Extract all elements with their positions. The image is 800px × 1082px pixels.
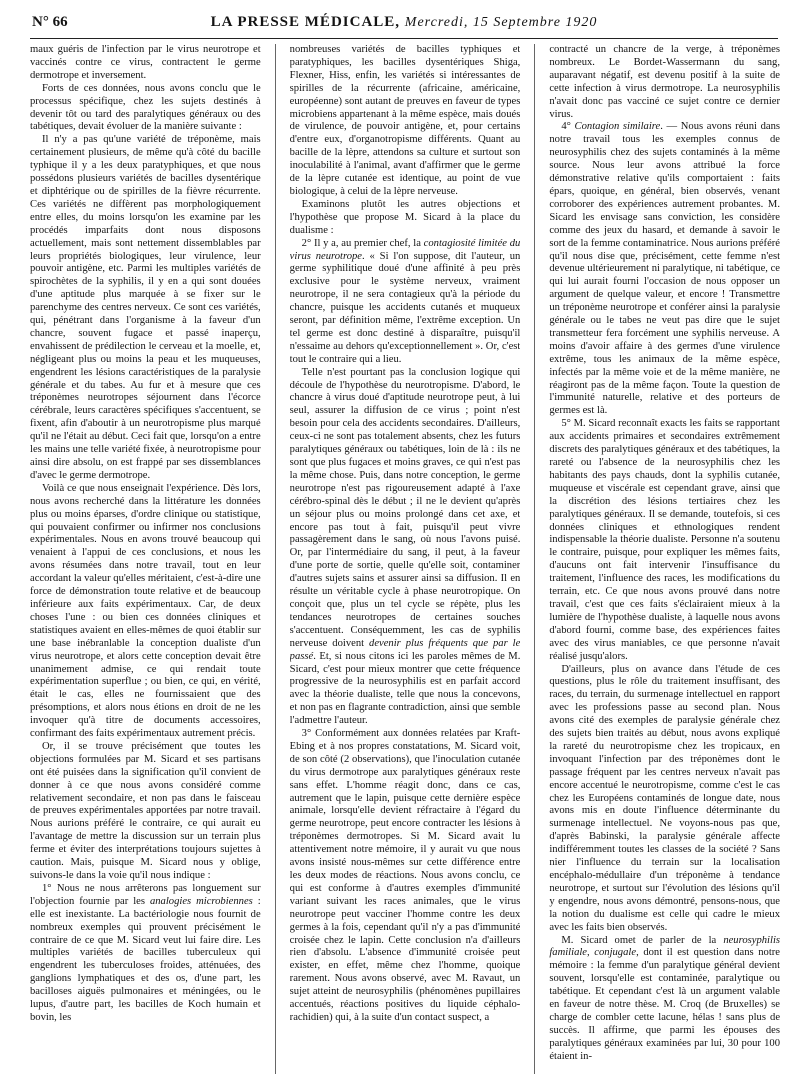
paragraph-text: nombreuses variétés de bacilles typhiques et paratyphiques, les bacilles dysentériques Shiga, Flexner, Hiss, enfin, les variétés si intéressantes de spirilles de la récurrente (africaine, américaine, européenne) sont autant de preuves en faveur de types microbiens appartenant à la même espèce, mais doués de virulence, de pouvoir antigène, et, pour certains d'entre eux, d'organotropisme différents. Quant au bacille de la lèpre, attendons sa culture et surtout son inoculabilité à l'animal, avant d'affirmer que le germe de la lèpre cutanée est identique, au point de vue biologique, à celui de la lèpre nerveuse.: [289, 44, 521, 197]
paragraph-text: 5° M. Sicard reconnaît exacts les faits se rapportant aux accidents primaires et secondaires extrêmement discrets des paralytiques généraux et des tabétiques, la rareté ou l'absence de la neurosyphilis chez les habitants des pays chauds, dont la syphilis cutanée, muqueuse et viscérale est cependant grave, ainsi que la discrétion des lésions tertiaires chez les paralytiques généraux. Il se demande, toutefois, si ces données cliniques et ethnologiques rendent indispensable la théorie dualiste. Personne n'a soutenu le contraire, puisque, pour expliquer les mêmes faits, d'aucuns ont fait intervenir l'insuffisance du traitement, l'influence des races, les modifications du terrain, etc. Ce que nous avons prouvé dans notre travail, c'est que ces faits s'éclairaient mieux à la lumière de l'hypothèse dualiste, à laquelle nous avons d'abord fourni, comme base, des expériences faites avec des virus maniables, ce que personne n'avait réalisé jusqu'alors.: [549, 418, 781, 662]
paragraph: [30, 741, 261, 883]
paragraph: [30, 44, 261, 83]
emphasis-text: analogies microbiennes: [149, 895, 253, 907]
paragraph: [549, 418, 780, 663]
emphasis-text: devenir plus fréquents que par le passé: [289, 637, 521, 662]
paragraph-text: Examinons plutôt les autres objections et l'hypothèse que propose M. Sicard à la place du dualisme :: [289, 198, 521, 236]
paragraph-text: . « Si l'on suppose, dit l'auteur, un germe syphilitique doué d'une affinité à peu près exclusive pour le système nerveux, vraiment neurotrope, il ne sera contagieux qu'à la période du chancre, puisque les accidents cutanés et muqueux seront, par définition même, l'extrême exception. Un tel germe est donc destiné à disparaître, puisqu'il n'essaime au dehors qu'exceptionnellement ». Or, c'est tout le contraire qui a lieu.: [289, 250, 521, 365]
paragraph-text: Voilà ce que nous enseignait l'expérience. Dès lors, nous avons recherché dans la littérature les données plus ou moins éparses, d'ordre clinique ou statistique, qui pouvaient confirmer ou infirmer nos conclusions expérimentales. Nous en avons trouvé beaucoup qui venaient à l'appui de ces conclusions, et nous les avons résumées dans notre travail, tout en leur accordant la valeur qu'elles méritaient, c'est-à-dire une force de démonstration toute relative et de beaucoup inférieure aux faits expérimentaux. Car, de deux choses l'une : ou bien ces données cliniques et statistiques avaient en elles-mêmes de quoi établir sur une base inébranlable la conception dualiste d'un virus neurotrope, et alors cette conception devait être unanimement admise, ce qui rendait toute expérimentation superflue ; ou bien, ce qui, en vérité, était le cas, elles ne fournissaient que des présomptions, et alors nous étions en droit de ne les invoquer qu'à titre de documents accessoires, confirmant des faits expérimentaux autrement précis.: [30, 482, 261, 740]
paragraph-text: Or, il se trouve précisément que toutes les objections formulées par M. Sicard et ses partisans ont été puisées dans la signification qu'il convient de donner à ce que nous avons considéré comme relativement secondaire, et non pas dans le faisceau de preuves expérimentales apportées par notre travail. Nous aurions préféré le contraire, ce qui aurait eu l'avantage de mettre la discussion sur un terrain plus ferme et éviter des interprétations toujours sujettes à caution. Mais, puisque M. Sicard nous y oblige, suivons-le dans la voie qu'il nous indique :: [30, 740, 261, 881]
paragraph: [549, 121, 780, 418]
paragraph: [290, 44, 521, 199]
column-middle: [290, 44, 521, 1074]
paragraph-text: 4°: [561, 121, 575, 133]
paragraph-text: 2° Il y a, au premier chef, la: [301, 237, 424, 249]
column-rule: [534, 44, 535, 1074]
column-right: [549, 44, 780, 1074]
paragraph-text: . Et, si nous citons ici les paroles mêmes de M. Sicard, c'est pour mieux montrer que cette fréquence progressive de la neurosyphilis est en parfait accord avec la théorie dualiste, telle que nous la concevons, et non pas en flagrante contradiction, ainsi que semble l'admettre l'auteur.: [289, 650, 521, 727]
column-left: [30, 44, 261, 1074]
paragraph: [30, 883, 261, 1025]
paragraph-text: . — Nous avons réuni dans notre travail tous les exemples connus de neurosyphilis chez des sujets contaminés à la même source. Nous leur avons attribué la force démonstrative relative qu'ils comportaient : faits épars, quoique, en général, bien observés, venant corroborer des expériences autrement probantes. M. Sicard les envisage sans conviction, les considère comme des jeux du hasard, et demande à savoir le sort de la femme contaminatrice. Nous aurions préféré qu'il nous dise que, précisément, cette femme n'est devenue ultérieurement ni paralytique, ni tabétique, ce qui lui aurait fourni l'occasion de nous opposer un argument de quelque valeur, et encore ! Transmettre un tréponème neurotrope et conférer ainsi la paralysie générale ou le tabes ne veut pas dire que le sujet transmetteur fera forcément une syphilis nerveuse. A moins d'avoir affaire à des germes d'une virulence extrême, tous les animaux de la même espèce, infectés par la même voie et de la même manière, ne réagiront pas de la même façon. Toute la question de l'immunité naturelle, relative et des porteurs de germes est là.: [549, 121, 781, 417]
paragraph: [290, 199, 521, 238]
paragraph-text: Forts de ces données, nous avons conclu que le processus spécifique, chez les sujets destinés à devenir tôt ou tard des paralytiques généraux ou des tabétiques, devait évoluer de la manière suivante :: [30, 82, 261, 133]
paragraph: [30, 134, 261, 482]
journal-title-line: [30, 14, 778, 31]
paragraph-text: 3° Conformément aux données relatées par Kraft-Ebing et à nos propres constatations, M. Sicard voit, de son côté (2 observations), que l'inoculation cutanée du virus dermotrope aux paralytiques généraux reste sans effet. L'homme réagit donc, dans ce cas, autrement que le lapin, puisque cette dernière espèce animale, lorsqu'elle devient réfractaire à l'égard du germe neurotrope, peut encore contracter les lésions à tréponèmes dermotropes. Si M. Sicard avait lu attentivement notre mémoire, il y aurait vu que nous avons insisté nous-mêmes sur cette différence entre les deux modes de réactions. Nous avons conclu, ce qui est conforme à d'autres exemples d'immunité variant suivant les races animales, que le virus neurotrope peut vacciner l'homme contre les deux germes à la fois, cependant qu'il n'y a pas d'immunité croisée chez le lapin. Cette conclusion n'a d'ailleurs rien d'absolu. L'absence d'immunité croisée peut exister, en effet, même chez l'homme, quoique rarement. Nous avons observé, avec M. Ravaut, un sujet atteint de neurosyphilis (phénomènes pupillaires accentués, réactions positives du liquide céphalo-rachidien) qui, à la suite d'un contact suspect, a: [289, 728, 521, 1023]
running-header: [30, 14, 778, 39]
paragraph-text: maux guéris de l'infection par le virus neurotrope et vaccinés contre ce virus, contractent le germe dermotrope et inversement.: [30, 44, 261, 81]
paragraph-text: Telle n'est pourtant pas la conclusion logique qui découle de l'hypothèse du neurotropisme. D'abord, le chancre à virus doué d'aptitude neurotrope peut, à lui seul, assurer la diffusion de ce virus ; point n'est besoin pour cela des accidents secondaires. D'ailleurs, ceux-ci ne sont pas totalement absents, chez les futurs paralytiques généraux ou tabétiques, loin de là : ils ne sont que plus fugaces et moins graves, ce qui n'est pas la même chose. Puis, dans notre conception, le germe neurotrope n'est pas rigoureusement adapté à l'axe cérébro-spinal dès le début ; il ne le devient qu'après un séjour plus ou moins prolongé dans cet axe, et encore pas tout à fait, puisqu'il peut vivre passagèrement dans le sang, où nous l'avons puisé. Or, par l'intermédiaire du sang, il peut, à la faveur d'une porte de sortie, quelle qu'elle soit, contaminer d'autres sujets sains et assurer ainsi sa diffusion. Il en résulte un véritable cycle à phase neurotropique. On conçoit que, plus un tel cycle se répète, plus les tendances neurotropes de certaines souches s'accentuent. Conséquemment, les cas de syphilis nerveuse doivent: [289, 366, 521, 649]
paragraph: [30, 83, 261, 135]
paragraph-text: , dont il est question dans notre mémoire : la femme d'un paralytique général devient souvent, lorsqu'elle est contaminée, paralytique ou tabétique. Et cependant c'est là un argument valable en faveur de notre thèse. M. Croq (de Bruxelles) se charge de combler cette lacune, hélas ! sans plus de succès. Il affirme, que parmi les épouses des paralytiques généraux examinées par lui, 30 pour 100 étaient in-: [549, 947, 781, 1062]
emphasis-text: neurosyphilis familiale, conjugale: [549, 934, 781, 959]
paragraph-text: : elle est inexistante. La bactériologie nous fournit de nombreux exemples qui prouvent précisément le contraire de ce que M. Sicard veut lui faire dire. Les multiples variétés de bacilles tuberculeux qui engendrent les tuberculoses froides, atténuées, des ganglions lymphatiques et des os, d'une part, les bacilloses aiguës pulmonaires et méningées, ou le lupus, d'autre part, les bacilles de Koch humain et bovin, les: [30, 895, 261, 1023]
paragraph: [549, 935, 780, 1064]
article-body: [30, 44, 780, 1074]
paragraph: [549, 44, 780, 121]
paragraph: [290, 728, 521, 1025]
column-rule: [275, 44, 276, 1074]
issue-date: Mercredi, 15 Septembre 1920: [404, 15, 598, 30]
paragraph-text: contracté un chancre de la verge, à tréponèmes nombreux. Le Bordet-Wassermann du sang, auparavant négatif, est devenu positif à la suite de cette infection à virus dermotrope. La neurosyphilis n'avait donc pas vacciné ce sujet contre ce dernier virus.: [549, 44, 781, 120]
emphasis-text: contagiosité limitée du virus neurotrope: [289, 237, 521, 262]
paragraph: [30, 483, 261, 741]
paragraph-text: M. Sicard omet de parler de la: [561, 934, 724, 946]
page-number: N° 66: [32, 14, 68, 30]
journal-title: LA PRESSE MÉDICALE,: [210, 14, 401, 30]
paragraph: [549, 664, 780, 935]
emphasis-text: Contagion similaire: [574, 121, 661, 133]
paragraph-text: Il n'y a pas qu'une variété de tréponème, mais certainement plusieurs, de même qu'à côté du bacille typhique il y a les deux paratyphiques, et que nous possédons plusieurs variétés de bacilles dysentérique et diphtérique ou de spirilles de la fièvre récurrente. Ces variétés ne diffèrent pas morphologiquement entre elles, du moins lorsqu'on les examine par les procédés imparfaits dont nous disposons actuellement, mais sont nettement dissemblables par leurs propriétés biologiques, leur virulence, leur pouvoir antigène, etc. Parmi les multiples variétés de spirochètes de la syphilis, il y en a qui sont douées d'une aptitude plus marquée à se fixer sur le parenchyme des centres nerveux. Ce sont ces variétés, qui, pénétrant dans l'organisme à la faveur d'un chancre, souvent fugace et passé inaperçu, envahissent de prédilection le cerveau et la moelle, et, négligeant plus ou moins la peau et les muqueuses, engendrent les lésions caractéristiques de la paralysie générale et du tabes. Au fur et à mesure que ces tréponèmes neurotropes séjournent dans l'écorce cérébrale, leurs caractères spécifiques s'accentuent, se fixent, afin d'aboutir à un neurotropisme plus marqué qu'il ne l'était au début. Ceci fait que, lorsqu'on a entre les mains une telle variété fixée, à neurotropisme pour ainsi dire absolu, on est frappé par ses dissemblances d'avec le germe dermotrope.: [30, 134, 261, 481]
paragraph: [290, 367, 521, 728]
paragraph-text: 1° Nous ne nous arrêterons pas longuement sur l'objection fournie par les: [30, 882, 261, 907]
paragraph: [290, 238, 521, 367]
paragraph-text: D'ailleurs, plus on avance dans l'étude de ces questions, plus le rôle du traitement insuffisant, des races, du terrain, du surmenage intellectuel en rapport avec les professions passe au second plan. Nous avons cité des exemples de paralysie générale chez des sujets bien traités au début, nous avons expliqué la rareté du neurotropisme chez les tropicaux, en invoquant l'infection par des tréponèmes dont le passage fréquent par les centres nerveux n'avait pas encore accentué le neurotropisme, comme c'est le cas chez les Européens contaminés de longue date, nous avons mis en doute l'influence déterminante du surmenage intellectuel. Ne voyons-nous pas que, d'après Babinski, la paralysie générale affecte indifféremment toutes les classes de la société ? Sans nier l'influence du terrain sur la localisation encéphalo-médullaire d'un tréponème à tendance neurotrope, et surtout sur l'évolution des lésions qu'il y engendre, nous avons démontré, pensons-nous, que la notion du dualisme est celle qui cadre le mieux avec les faits bien observés.: [549, 663, 781, 933]
